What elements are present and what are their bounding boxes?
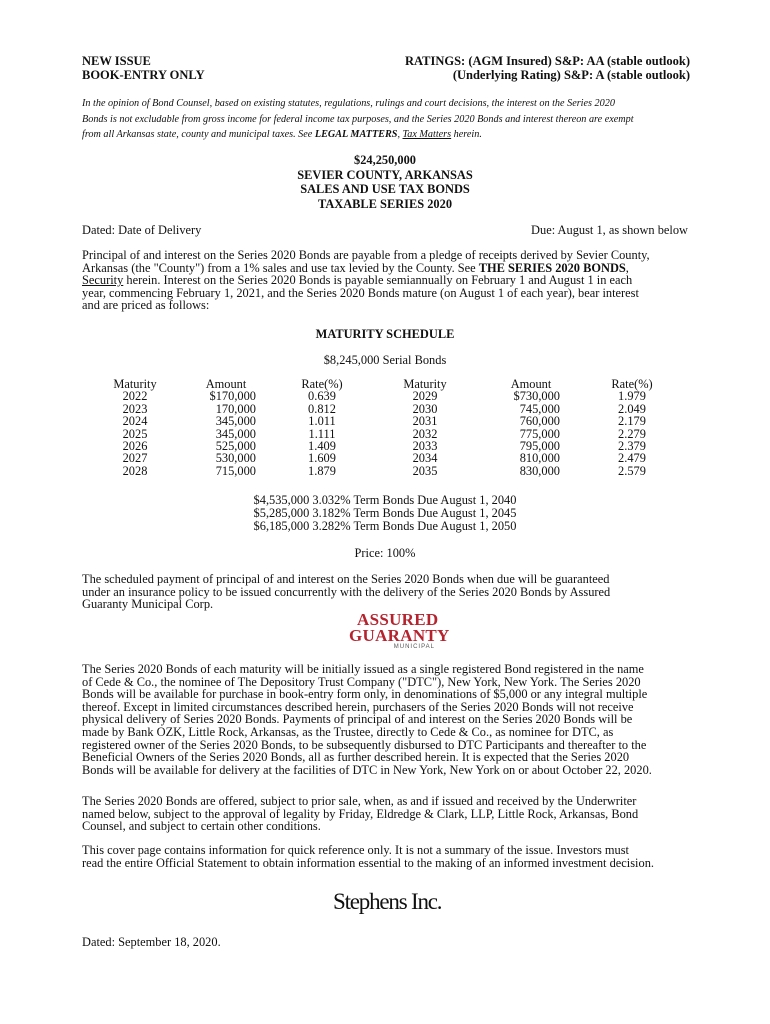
price: Price: 100% [354,546,416,560]
column-header: Maturity [113,377,157,391]
maturity-table [92,378,682,477]
table-cell: 745,000 [519,401,560,416]
term-bonds [82,494,688,533]
table-header-row [92,378,682,390]
opinion-text: from all Arkansas state, county and municipal taxes. See [82,129,315,140]
table-cell: 830,000 [519,463,560,478]
maturity-schedule-title: MATURITY SCHEDULE [315,327,455,341]
table-cell: 2034 [412,451,438,466]
book-entry-label: BOOK-ENTRY ONLY [82,68,205,82]
table-row [92,428,682,440]
table-cell: 2.379 [618,439,646,454]
insurance-paragraph [82,573,688,611]
table-cell: 2030 [412,401,438,416]
paragraph-line: named below, subject to the approval of legality by Friday, Eldredge & Clark, LLP, Little Rock, Arkansas, Bond [82,806,639,821]
table-cell: 2026 [122,439,148,454]
table-row [92,465,682,477]
legal-matters-ref: LEGAL MATTERS [314,129,398,140]
table-cell: 345,000 [215,414,256,429]
issuer-name: SEVIER COUNTY, ARKANSAS [297,167,473,182]
paragraph-line: Counsel, and subject to certain other conditions. [82,819,321,834]
table-cell: 1.879 [308,463,336,478]
table-cell: 760,000 [519,414,560,429]
table-cell: 2.049 [618,401,646,416]
table-cell: 1.011 [308,414,336,429]
table-cell: 2.579 [618,463,646,478]
table-cell: $170,000 [209,389,256,404]
table-cell: 0.812 [308,401,336,416]
paragraph-line: physical delivery of Series 2020 Bonds. Payments of principal of and interest on the Series 2020 Bonds will be [82,712,633,727]
opinion-text: , [397,129,403,140]
logo-word-assured: ASSURED [357,610,439,629]
paragraph-line: Guaranty Municipal Corp. [82,597,214,612]
term-bond-line: $5,285,000 3.182% Term Bonds Due August 1, 2045 [253,506,517,520]
column-header: Maturity [403,377,447,391]
bond-counsel-opinion [82,96,702,143]
table-cell: 170,000 [215,401,256,416]
paragraph-line: registered owner of the Series 2020 Bonds, to be subsequently disbursed to DTC Participants and thereafter to the [82,737,647,752]
table-cell: 2025 [122,426,148,441]
bond-series: TAXABLE SERIES 2020 [317,196,453,211]
new-issue-label: NEW ISSUE [82,54,151,68]
paragraph-line: The Series 2020 Bonds are offered, subject to prior sale, when, as and if issued and received by the Underwriter [82,794,637,808]
table-cell: 2.279 [618,426,646,441]
paragraph-line: Beneficial Owners of the Series 2020 Bonds, all as further described herein. It is expected that the Series 2020 [82,750,630,765]
ratings-line-1: RATINGS: (AGM Insured) S&P: AA (stable outlook) [405,54,690,68]
paragraph-line: Bonds will be available for delivery at the facilities of DTC in New York, New York on or about October 22, 2020. [82,762,652,777]
paragraph-line: thereof. Except in limited circumstances described herein, purchasers of the Series 2020 Bonds will not receive [82,699,634,714]
offering-paragraph [82,795,688,833]
table-cell: 775,000 [519,426,560,441]
paragraph-line: under an insurance policy to be issued concurrently with the delivery of the Series 2020 Bonds by Assured [82,584,611,599]
issue-type [82,54,205,82]
table-cell: 345,000 [215,426,256,441]
paragraph-line: read the entire Official Statement to obtain information essential to the making of an informed investment decision. [82,855,654,870]
table-cell: 2023 [122,401,148,416]
term-bond-line: $4,535,000 3.032% Term Bonds Due August 1, 2040 [253,493,517,507]
cover-note-paragraph [82,844,688,869]
opinion-line [82,127,702,143]
paragraph-line: made by Bank OZK, Little Rock, Arkansas, as the Trustee, directly to Cede & Co., as nominee for DTC, as [82,724,614,739]
security-link[interactable]: Security [82,273,124,288]
table-cell: 1.409 [308,439,336,454]
term-bond-line: $6,185,000 3.282% Term Bonds Due August 1, 2050 [253,519,517,533]
table-cell: 2.479 [618,451,646,466]
paragraph-line [82,274,688,287]
opinion-line: In the opinion of Bond Counsel, based on existing statutes, regulations, rulings and court decisions, the interest on the Series 2020 [82,98,615,109]
table-cell: 2029 [412,389,438,404]
table-cell: 2035 [412,463,438,478]
ratings [405,54,690,82]
table-row [92,390,682,402]
table-cell: 530,000 [215,451,256,466]
ratings-line-2: (Underlying Rating) S&P: A (stable outlook) [452,68,690,82]
maturity-table-body [92,390,682,477]
logo-word-guaranty: GUARANTY [349,626,450,645]
table-row [92,452,682,464]
underwriter-logo: Stephens Inc. [333,889,442,914]
bond-title [82,153,688,211]
table-cell: 2033 [412,439,438,454]
table-cell: 1.609 [308,451,336,466]
serial-bonds-subtitle: $8,245,000 Serial Bonds [323,353,447,367]
paragraph-line: The Series 2020 Bonds of each maturity will be initially issued as a single registered Bond registered in the name [82,662,644,676]
book-entry-paragraph [82,663,688,776]
principal-paragraph [82,249,688,312]
table-cell: 715,000 [215,463,256,478]
table-cell: 2.179 [618,414,646,429]
table-cell: 525,000 [215,439,256,454]
due-date: Due: August 1, as shown below [531,223,688,237]
paragraph-line: of Cede & Co., the nominee of The Depository Trust Company ("DTC"), New York, New York. The Series 2020 [82,674,641,689]
table-cell: 810,000 [519,451,560,466]
column-header: Rate(%) [611,377,653,391]
paragraph-line: This cover page contains information for quick reference only. It is not a summary of the issue. Investors must [82,843,629,857]
paragraph-line: Bonds will be available for purchase in book-entry form only, in denominations of $5,000 or any integral multiple [82,687,648,702]
table-cell: $730,000 [513,389,560,404]
tax-matters-link[interactable]: Tax Matters [402,129,452,140]
table-cell: 2022 [122,389,148,404]
table-row [92,440,682,452]
table-cell: 2031 [412,414,438,429]
table-row [92,403,682,415]
paragraph-line: The scheduled payment of principal of and interest on the Series 2020 Bonds when due will be guaranteed [82,572,610,586]
column-header: Rate(%) [301,377,343,391]
assured-guaranty-logo [349,612,459,652]
table-cell: 795,000 [519,439,560,454]
column-header: Amount [205,377,247,391]
logo-word-municipal: MUNICIPAL [393,644,435,650]
column-header: Amount [510,377,552,391]
paragraph-text: Arkansas (the "County") from a 1% sales and use tax levied by the County. See [82,260,479,275]
opinion-text: herein. [451,129,482,140]
paragraph-text: , [625,260,629,275]
table-cell: 0.639 [308,389,336,404]
final-dated: Dated: September 18, 2020. [82,935,221,949]
opinion-line: Bonds is not excludable from gross income for federal income tax purposes, and the Series 2020 Bonds and interest thereon are exempt [82,113,634,125]
series-bonds-ref: THE SERIES 2020 BONDS [478,260,626,275]
table-cell: 2032 [412,426,438,441]
table-cell: 1.111 [308,426,336,441]
paragraph-line: year, commencing February 1, 2021, and the Series 2020 Bonds mature (on August 1 of each year), bear interest [82,285,639,300]
dated-date: Dated: Date of Delivery [82,223,202,237]
paragraph-line: Principal of and interest on the Series 2020 Bonds are payable from a pledge of receipts derived by Sevier County, [82,248,650,262]
table-cell: 2024 [122,414,148,429]
table-cell: 1.979 [618,389,646,404]
issue-amount: $24,250,000 [354,153,416,167]
table-cell: 2027 [122,451,148,466]
table-row [92,415,682,427]
paragraph-line: and are priced as follows: [82,298,210,313]
bond-type: SALES AND USE TAX BONDS [300,182,470,196]
table-cell: 2028 [122,463,148,478]
paragraph-text: herein. Interest on the Series 2020 Bonds is payable semiannually on February 1 and August 1 in each [123,273,633,288]
